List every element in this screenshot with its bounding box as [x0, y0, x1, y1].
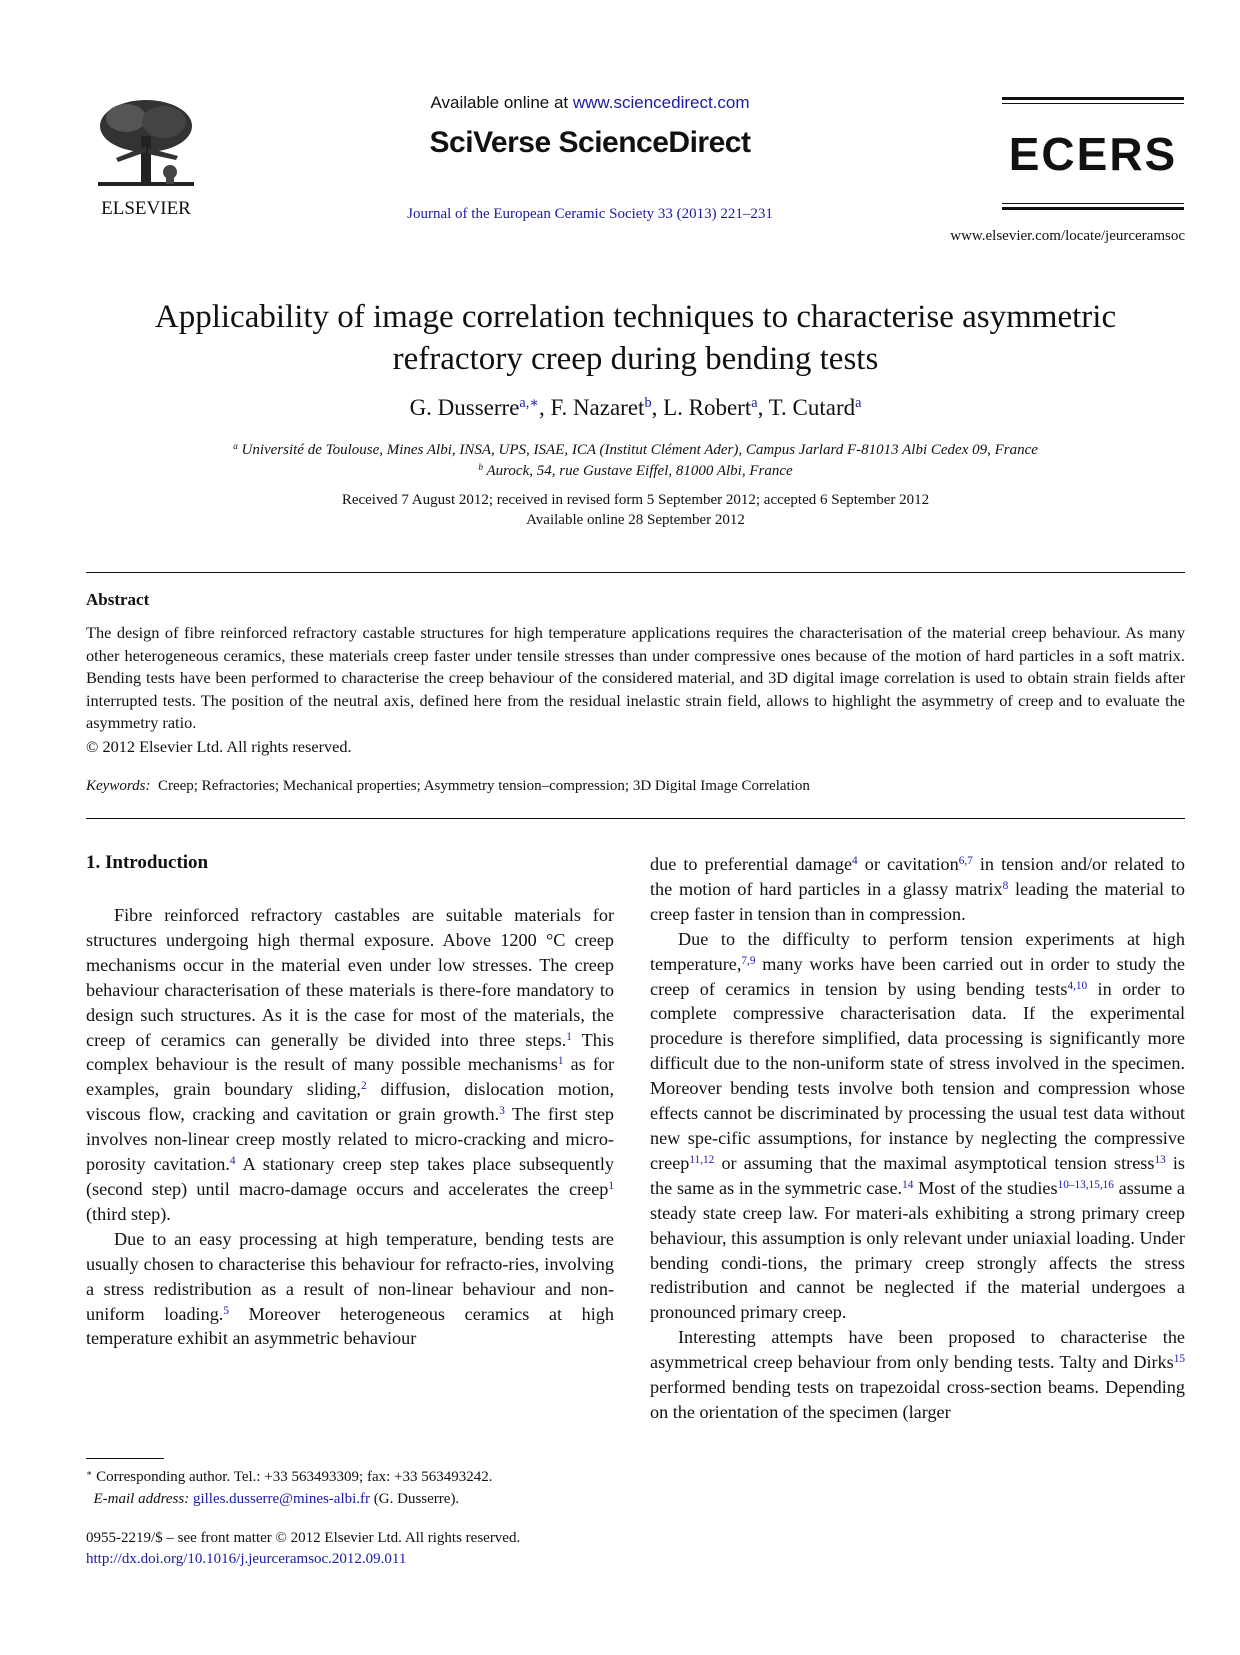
abstract-text: The design of fibre reinforced refractory castable structures for high temperature applications requires the characterisation of the material creep behaviour. As many other heterogeneous ceramics, these materials creep faster under tensile stresses than under compressive ones because of the motion of hard particles in a soft matrix. Bending tests have been performed to characterise the creep behaviour of the considered material, and 3D digital image correlation is used to obtain strain fields after interrupted tests. The position of the neutral axis, defined here from the residual inelastic strain field, allows to highlight the asymmetry of creep and to evaluate the asymmetry ratio.: [86, 623, 1185, 733]
ecers-top-rule: [1002, 97, 1184, 100]
received-dates: Received 7 August 2012; received in revised form 5 September 2012; accepted 6 September 2012: [341, 492, 930, 508]
issn-footer: [86, 1528, 686, 1570]
citation-link[interactable]: 6,7: [958, 854, 973, 867]
author-name: L. Robert: [663, 395, 752, 420]
citation-link[interactable]: 14: [902, 1178, 914, 1191]
citation-link[interactable]: 15: [1173, 1352, 1185, 1365]
journal-logo-text: ECERS: [1008, 128, 1178, 178]
affiliation-text: Université de Toulouse, Mines Albi, INSA, UPS, ISAE, ICA (Institut Clément Ader), Campus Jarlard F-81013 Albi Cedex 09, France: [241, 442, 1038, 458]
paragraph: Interesting attempts have been proposed to characterise the asymmetrical creep behaviour from only bending tests. Talty and Dirks$^{15}$ performed bending tests on trapezoidal cross-section beams. Depending on the orientation of the specimen (larger: [650, 1327, 1185, 1422]
ecers-logo-icon: [1000, 128, 1186, 178]
elsevier-logo: [86, 96, 206, 226]
affiliation-mark: b: [478, 462, 483, 473]
citation-link[interactable]: 5: [223, 1304, 229, 1317]
ecers-bottom-rule: [1002, 207, 1184, 210]
right-column: [650, 852, 1185, 1425]
publisher-logo-text: ELSEVIER: [101, 198, 191, 219]
available-online-date: Available online 28 September 2012: [526, 512, 745, 528]
available-online: [380, 93, 800, 113]
email-link[interactable]: gilles.dusserre@mines-albi.fr: [192, 1491, 371, 1507]
title-line-2: refractory creep during bending tests: [392, 341, 879, 377]
sciencedirect-link[interactable]: www.sciencedirect.com: [572, 93, 750, 112]
citation-link[interactable]: 8: [1002, 879, 1009, 892]
ecers-bottom-rule-thin: [1002, 203, 1184, 204]
left-column: [86, 903, 614, 1351]
affiliation-mark: a: [233, 441, 238, 452]
citation-link[interactable]: 4: [852, 854, 858, 867]
email-label: E-mail address:: [93, 1491, 190, 1507]
affiliation-b: [86, 463, 1185, 480]
citation-link[interactable]: 13: [1154, 1153, 1166, 1166]
paragraph: Due to an easy processing at high temperature, bending tests are usually chosen to characterise this behaviour for refracto-ries, involving a stress redistribution as a result of non-linear behaviour and non-uniform loading.$^5$ Moreover heterogeneous ceramics at high temperature exhibit an asymmetric behaviour: [86, 1228, 614, 1349]
author-affiliation-mark[interactable]: a: [751, 395, 758, 412]
issn-line: 0955-2219/$ – see front matter © 2012 Elsevier Ltd. All rights reserved.: [86, 1530, 521, 1546]
elsevier-tree-icon: [86, 96, 206, 226]
citation-link[interactable]: 4: [229, 1154, 236, 1167]
sciverse-brand: SciVerse ScienceDirect: [429, 126, 751, 159]
keywords-list: Creep; Refractories; Mechanical properties; Asymmetry tension–compression; 3D Digital Image Correlation: [157, 778, 810, 794]
keywords-label: Keywords:: [86, 778, 151, 794]
journal-url[interactable]: www.elsevier.com/locate/jeurceramsoc: [950, 228, 1185, 244]
author-affiliation-mark[interactable]: a,∗: [519, 395, 539, 412]
abstract-copyright: © 2012 Elsevier Ltd. All rights reserved.: [86, 737, 352, 756]
available-prefix: Available online at: [430, 93, 573, 112]
abstract-top-rule: [86, 572, 1185, 573]
abstract-heading: Abstract: [86, 590, 150, 609]
paragraph: due to preferential damage$^4$ or cavitation$^{6,7}$ in tension and/or related to the motion of hard particles in a glassy matrix$^8$ leading the material to creep faster in tension than in compression.: [650, 854, 1185, 924]
keywords: [86, 778, 1185, 795]
ecers-top-rule-thin: [1002, 103, 1184, 104]
footnote-mark: ∗: [86, 1468, 93, 1479]
author-affiliation-mark[interactable]: b: [644, 395, 652, 412]
citation-link[interactable]: 1: [557, 1055, 564, 1068]
footnote-contact: Corresponding author. Tel.: +33 563493309; fax: +33 563493242.: [92, 1469, 493, 1485]
footnote-rule: [86, 1458, 164, 1459]
citation-link[interactable]: 10–13,15,16: [1057, 1178, 1114, 1191]
author-name: G. Dusserre: [409, 395, 520, 420]
citation-link[interactable]: 1: [608, 1179, 614, 1192]
title-line-1: Applicability of image correlation techniques to characterise asymmetric: [154, 299, 1117, 335]
citation-link[interactable]: 4,10: [1067, 979, 1088, 992]
email-suffix: (G. Dusserre).: [370, 1491, 460, 1507]
affiliation-a: [86, 442, 1185, 459]
citation-link[interactable]: 11,12: [689, 1153, 715, 1166]
citation-link[interactable]: 2: [360, 1080, 367, 1093]
paragraph: Due to the difficulty to perform tension experiments at high temperature,$^{7,9}$ many works have been carried out in order to study the creep of ceramics in tension by using bending tests$^{4,10}$ in order to complete compressive characterisation data. If the experimental procedure is therefore simplified, data processing is significantly more difficult due to the non-uniform state of stress involved in the specimen. Moreover bending tests involve both tension and compression whose effects cannot be discriminated by processing the usual test data without new spe-cific assumptions, for instance by neglecting the compressive creep$^{11,12}$ or assuming that the maximal asymptotical tension stress$^{13}$ is the same as in the symmetric case.$^{14}$ Most of the studies$^{10-13,15,16}$ assume a steady state creep law. For materi-als exhibiting a strong primary creep behaviour, this assumption is only relevant under uniaxial loading. Under bending condi-tions, the primary creep strongly affects the stress redistribution and cannot be neglected if the material undergoes a pronounced primary creep.: [650, 928, 1185, 1323]
author-name: T. Cutard: [768, 395, 856, 420]
paragraph: Fibre reinforced refractory castables are suitable materials for structures undergoing high thermal exposure. Above 1200 °C creep mechanisms occur in the material even under low stresses. The creep behaviour characterisation of these materials is there-fore mandatory to design such structures. As it is the case for most of the materials, the creep of ceramics can generally be divided into three steps.$^1$ This complex behaviour is the result of many possible mechanisms$^1$ as for examples, grain boundary sliding,$^2$ diffusion, dislocation motion, viscous flow, cracking and cavitation or grain growth.$^3$ The first step involves non-linear creep mostly related to micro-cracking and micro-porosity cavitation.$^4$ A stationary creep step takes place subsequently (second step) until macro-damage occurs and accelerates the creep$^1$ (third step).: [86, 905, 615, 1224]
citation-link[interactable]: 1: [566, 1030, 572, 1043]
paper-title: [86, 296, 1185, 380]
journal-reference[interactable]: Journal of the European Ceramic Society 33 (2013) 221–231: [407, 206, 773, 222]
citation-link[interactable]: 3: [499, 1105, 505, 1118]
section-heading: 1. Introduction: [86, 852, 209, 873]
abstract-bottom-rule: [86, 818, 1185, 819]
author-affiliation-mark[interactable]: a: [855, 395, 862, 412]
author-name: F. Nazaret: [550, 395, 645, 420]
author-list: G. Dusserre$^{a,∗}$, F. Nazaret$^b$, L. Robert$^a$, T. Cutard$^a$: [409, 395, 862, 420]
doi-link[interactable]: http://dx.doi.org/10.1016/j.jeurceramsoc.2012.09.011: [86, 1551, 407, 1567]
citation-link[interactable]: 7,9: [741, 954, 756, 967]
affiliation-text: Aurock, 54, rue Gustave Eiffel, 81000 Albi, France: [486, 463, 793, 479]
corresponding-author-footnote: [86, 1466, 614, 1510]
